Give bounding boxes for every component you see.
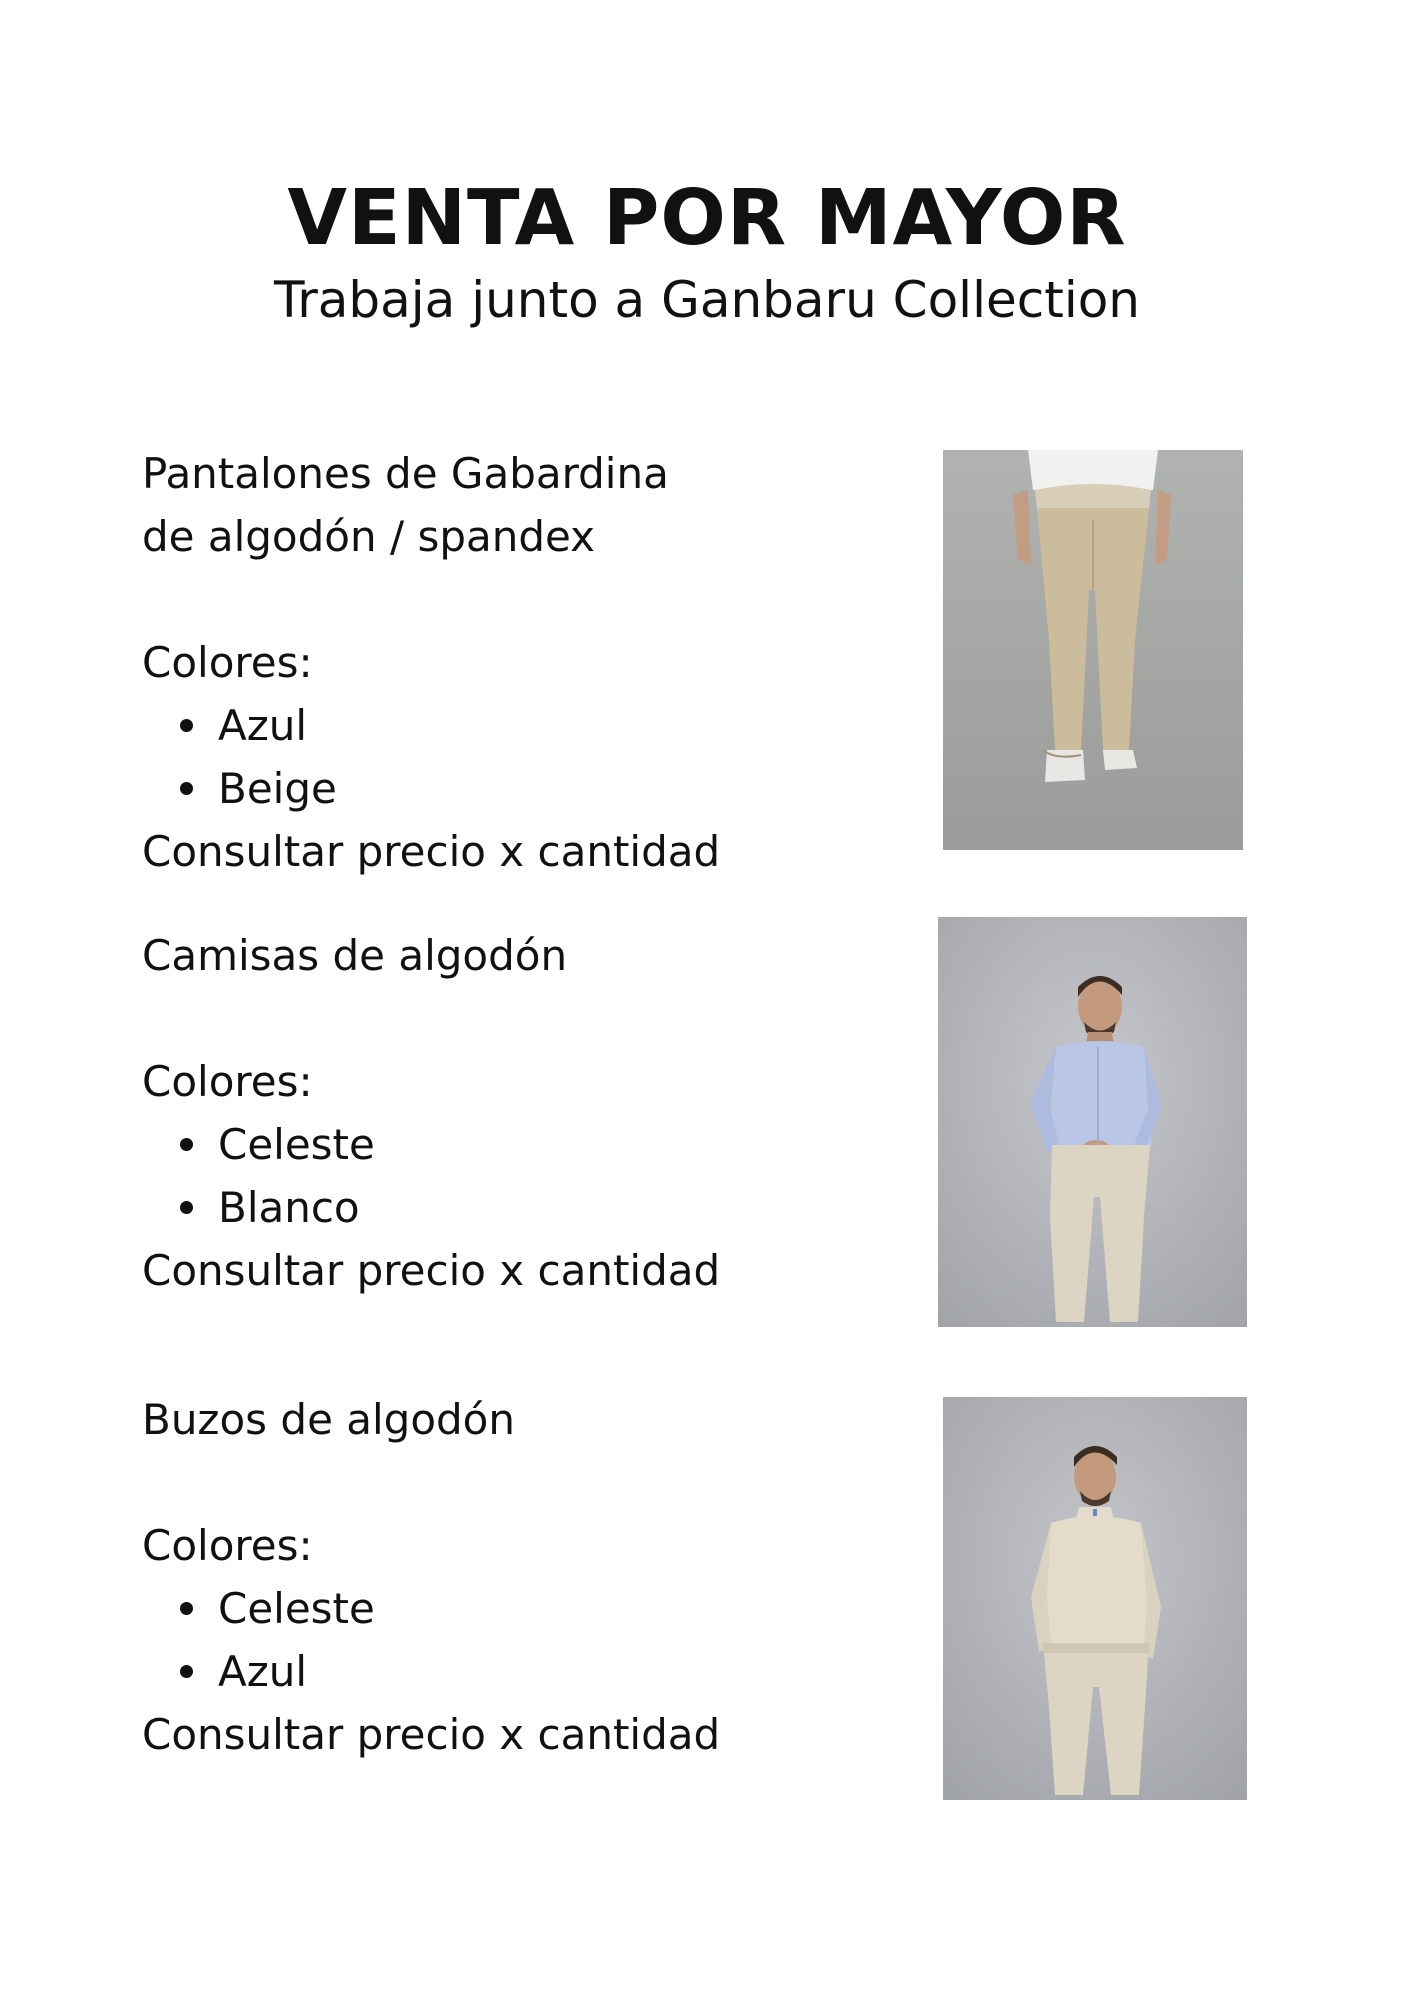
color-item: Azul bbox=[218, 694, 762, 757]
colors-label: Colores: bbox=[142, 638, 313, 687]
product-sweaters bbox=[142, 1388, 762, 1766]
man-in-light-blue-shirt-photo bbox=[938, 917, 1247, 1327]
price-note: Consultar precio x cantidad bbox=[142, 1710, 721, 1759]
price-note: Consultar precio x cantidad bbox=[142, 1246, 721, 1295]
product-name-line: Camisas de algodón bbox=[142, 931, 568, 980]
product-name-line: de algodón / spandex bbox=[142, 512, 595, 561]
price-note: Consultar precio x cantidad bbox=[142, 827, 721, 876]
product-name-line: Buzos de algodón bbox=[142, 1395, 515, 1444]
colors-list bbox=[142, 1113, 762, 1239]
color-item: Beige bbox=[218, 757, 762, 820]
color-item: Celeste bbox=[218, 1113, 762, 1176]
color-item: Azul bbox=[218, 1640, 762, 1703]
man-in-beige-sweater-photo bbox=[943, 1397, 1247, 1800]
product-pants bbox=[142, 442, 762, 883]
colors-label: Colores: bbox=[142, 1057, 313, 1106]
colors-list bbox=[142, 694, 762, 820]
color-item: Blanco bbox=[218, 1176, 762, 1239]
page-title: VENTA POR MAYOR bbox=[287, 174, 1127, 263]
man-in-beige-chinos-photo bbox=[943, 450, 1243, 850]
color-item: Celeste bbox=[218, 1577, 762, 1640]
colors-label: Colores: bbox=[142, 1521, 313, 1570]
colors-list bbox=[142, 1577, 762, 1703]
product-name-line: Pantalones de Gabardina bbox=[142, 449, 669, 498]
page-subtitle: Trabaja junto a Ganbaru Collection bbox=[274, 271, 1140, 329]
product-shirts bbox=[142, 924, 762, 1302]
